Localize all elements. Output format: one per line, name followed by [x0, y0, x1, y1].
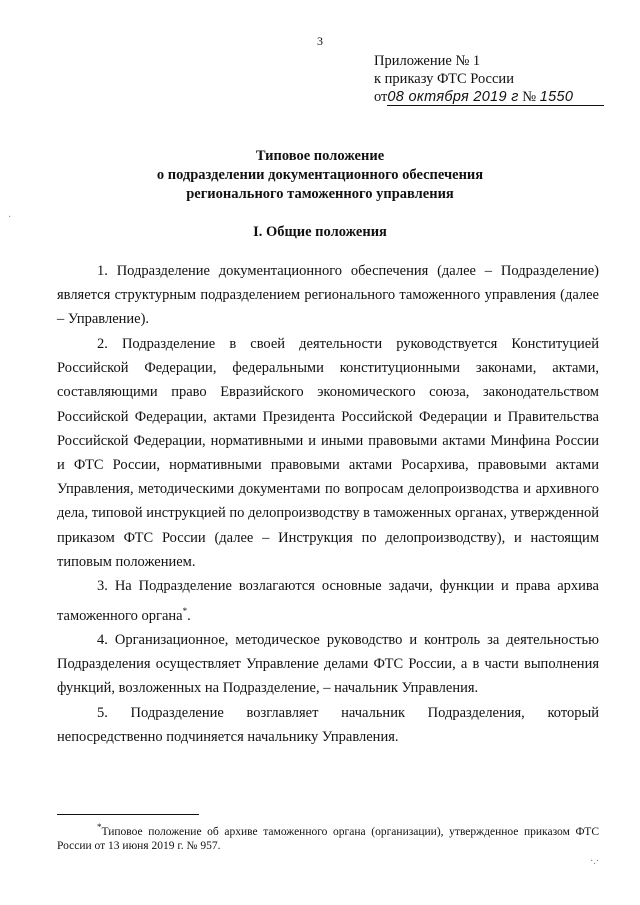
paragraph-2: 2. Подразделение в своей деятельности руководствуется Конституцией Российской Федерации, федеральными конституционными законами, актами, составляющими право Евразийского экономического союза, законодательством Российской Федерации, актами Президента Российской Федерации и Правительства Российской Федерации, нормативными и иными правовыми актами Минфина России и ФТС России, нормативными правовыми актами Росархива, правовыми актами Управления, методическими документами по вопросам делопроизводства и архивного дела, типовой инструкцией по делопроизводству в таможенных органах, утвержденной приказом ФТС России (далее – Инструкция по делопроизводству), и настоящим типовым положением.	[57, 336, 599, 570]
scan-speck: ·	[8, 212, 12, 223]
title-line-2: о подразделении документационного обеспечения	[156, 167, 484, 183]
footnote-mark: *	[97, 822, 102, 832]
appendix-from: от	[374, 89, 388, 105]
appendix-date: 08 октября 2019 г	[387, 89, 519, 105]
appendix-block	[374, 52, 604, 106]
document-title	[0, 147, 640, 204]
appendix-line-2: к приказу ФТС России	[374, 71, 514, 87]
footnote-separator	[57, 814, 199, 815]
scan-speck: ·.·	[590, 856, 600, 867]
section-heading: I. Общие положения	[253, 224, 387, 240]
document-body	[57, 259, 599, 750]
appendix-number-sign: №	[519, 89, 540, 106]
footnote-text: Типовое положение об архиве таможенного органа (организации), утвержденное приказом ФТС России от 13 июня 2019 г. № 957.	[57, 825, 599, 853]
footnote	[57, 820, 599, 854]
page-number: 3	[317, 34, 323, 48]
appendix-number: 1550	[540, 89, 604, 106]
paragraph-1: 1. Подразделение документационного обеспечения (далее – Подразделение) является структурным подразделением регионального таможенного управления (далее – Управление).	[57, 263, 599, 328]
footnote-ref: *	[182, 605, 188, 616]
title-line-3: регионального таможенного управления	[186, 186, 454, 202]
paragraph-5: 5. Подразделение возглавляет начальник Подразделения, который непосредственно подчиняется начальнику Управления.	[57, 705, 599, 746]
paragraph-4: 4. Организационное, методическое руководство и контроль за деятельностью Подразделения осуществляет Управление делами ФТС России, а в части выполнения функций, возложенных на Подразделение, – начальник Управления.	[57, 632, 599, 697]
paragraph-3: 3. На Подразделение возлагаются основные задачи, функции и права архива таможенного органа*.	[57, 578, 599, 624]
title-line-1: Типовое положение	[255, 148, 385, 164]
appendix-line-3	[374, 88, 604, 106]
appendix-line-1: Приложение № 1	[374, 53, 481, 69]
